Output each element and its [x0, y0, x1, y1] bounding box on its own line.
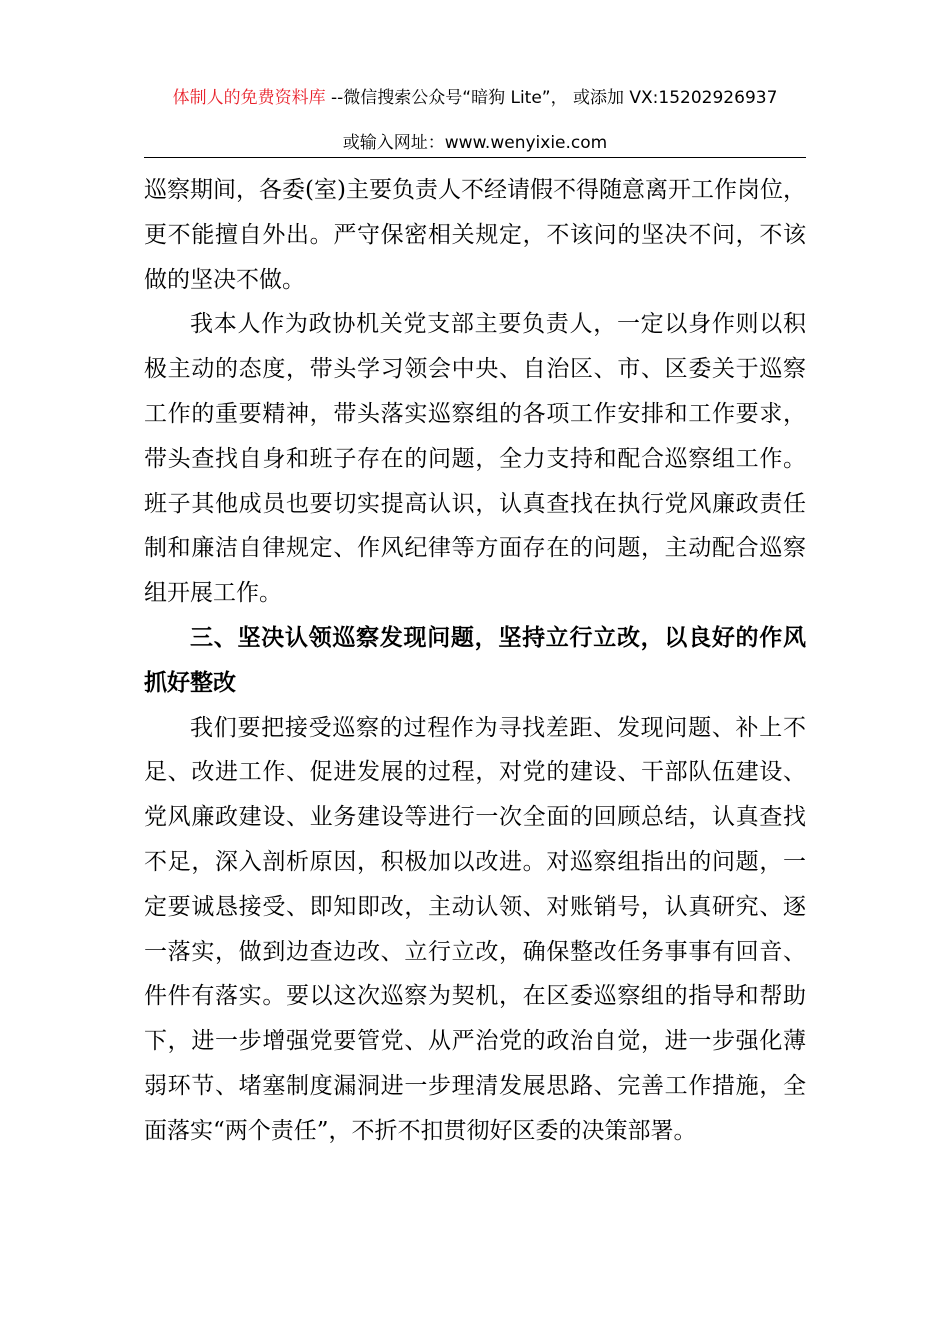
header-divider [144, 157, 806, 158]
paragraph-continuation: 巡察期间，各委(室)主要负责人不经请假不得随意离开工作岗位，更不能擅自外出。严守保密相关规定，不该问的坚决不问，不该做的坚决不做。 [144, 177, 806, 293]
section-heading: 三、坚决认领巡察发现问题，坚持立行立改，以良好的作风抓好整改 [144, 624, 806, 696]
brand-name: 体制人的免费资料库 [172, 88, 326, 108]
paragraph: 我们要把接受巡察的过程作为寻找差距、发现问题、补上不足、改进工作、促进发展的过程，对党的建设、干部队伍建设、党风廉政建设、业务建设等进行一次全面的回顾总结，认真查找不足，深入剖析原因，积极加以改进。对巡察组指出的问题，一定要诚恳接受、即知即改，主动认领、对账销号，认真研究、逐一落实，做到边查边改、立行立改，确保整改任务事事有回音、件件有落实。要以这次巡察为契机，在区委巡察组的指导和帮助下，进一步增强党要管党、从严治党的政治自觉，进一步强化薄弱环节、堵塞制度漏洞进一步理清发展思路、完善工作措施，全面落实“两个责任”，不折不扣贯彻好区委的决策部署。 [144, 714, 806, 1144]
website-line: 或输入网址：www.wenyixie.com [342, 133, 608, 153]
document-body [144, 168, 806, 1154]
header-banner [0, 86, 950, 110]
paragraph: 我本人作为政协机关党支部主要负责人，一定以身作则以积极主动的态度，带头学习领会中央、自治区、市、区委关于巡察工作的重要精神，带头落实巡察组的各项工作安排和工作要求，带头查找自身和班子存在的问题，全力支持和配合巡察组工作。班子其他成员也要切实提高认识，认真查找在执行党风廉政责任制和廉洁自律规定、作风纪律等方面存在的问题，主动配合巡察组开展工作。 [144, 311, 806, 607]
promo-text: --微信搜索公众号“暗狗 Lite”， 或添加 VX:15202926937 [325, 88, 778, 108]
